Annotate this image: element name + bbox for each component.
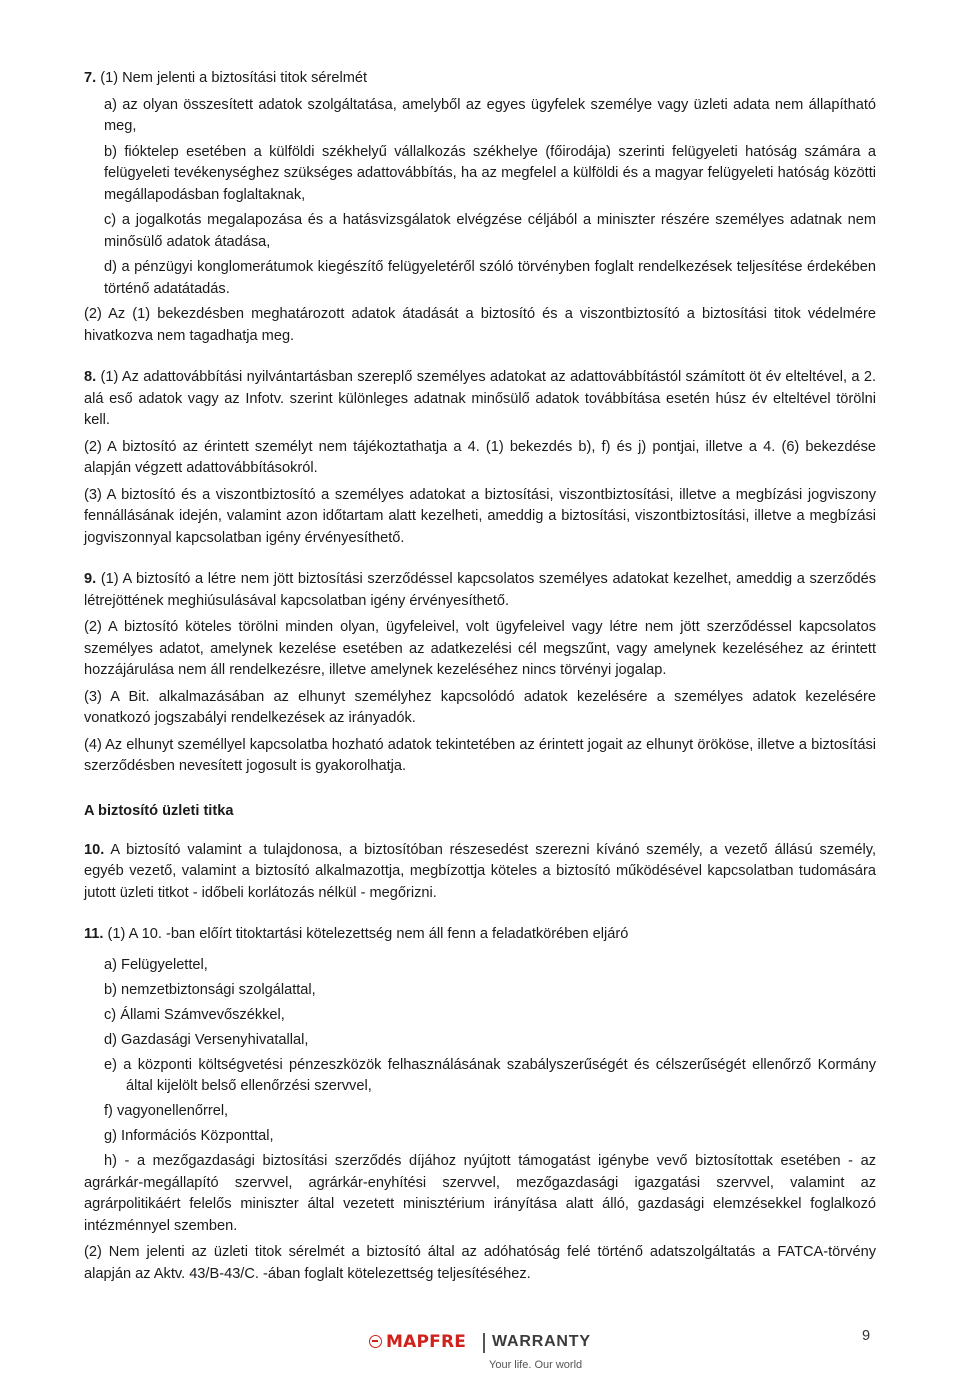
list-item: b) nemzetbiztonsági szolgálattal, [104, 981, 316, 998]
section-7-paragraph-2: (2) Az (1) bekezdésben meghatározott adatok átadását a biztosító és a viszontbiztosító a biztosítási titok védelmére hivatkozva nem tagadhatja meg. [84, 306, 876, 344]
section-text: (1) A biztosító a létre nem jött biztosítási szerződéssel kapcsolatos személyes adatokat kezelhet, ameddig a szerződés létrejöttének meghiúsulásával kapcsolatban igény érvényesíthető. [84, 571, 876, 609]
section-8-paragraph-1 [84, 367, 876, 432]
section-7-point-d: d) a pénzügyi konglomerátumok kiegészítő felügyeletéről szóló törvényben foglalt rendelkezések teljesítése érdekében történő adatátadás. [104, 259, 876, 297]
logo-divider [483, 1333, 485, 1353]
list-item: f) vagyonellenőrrel, [104, 1103, 229, 1119]
list-item: e) a központi költségvetési pénzeszközök felhasználásának szabályszerűségét és célszerűségét ellenőrző Kormány által kijelölt belső ellenőrzési szervvel, [104, 1056, 876, 1094]
section-9-paragraph-1 [84, 569, 876, 612]
section-11-point-h: h) - a mezőgazdasági biztosítási szerződés díjához nyújtott támogatást igénybe vevő biztosítottak esetében - az agrárkár-megállapító szervvel, agrárkár-enyhítési szervvel, mezőgazdasági igazgatási szervvel, valamint az agrárpolitikáért felelős miniszter által vezetett minisztérium irányítása alatt álló, gazdasági elemzésekkel foglalkozó intézménnyel szemben. [84, 1153, 876, 1234]
section-9-paragraph-2: (2) A biztosító köteles törölni minden olyan, ügyfeleivel, volt ügyfeleivel vagy létre nem jött szerződéssel kapcsolatos személyes adatot, amelynek kezelése esetében az adatkezelési cél megszűnt, vagy amelynek kezeléséhez az érintett hozzájárulása nem áll rendelkezésre, illetve amelynek kezeléséhez nincs törvényi jogalap. [84, 619, 876, 678]
logo-brand: MAPFRE [386, 1332, 467, 1352]
logo-tagline: Your life. Our world [489, 1359, 583, 1371]
section-7-point-a: a) az olyan összesített adatok szolgáltatása, amelyből az egyes ügyfelek személye vagy üzleti adata nem állapítható meg, [104, 96, 876, 134]
mapfre-emblem-icon [369, 1335, 382, 1348]
section-11-intro [84, 924, 876, 946]
section-11-list [84, 955, 876, 1148]
section-8-paragraph-2: (2) A biztosító az érintett személyt nem tájékoztathatja a 4. (1) bekezdés b), f) és j) pontjai, illetve a 4. (6) bekezdése alapján végzett adattovábbításokról. [84, 438, 876, 476]
section-number: 10. [84, 841, 105, 858]
section-8-paragraph-3: (3) A biztosító és a viszontbiztosító a személyes adatokat a biztosítási, viszontbiztosítási, illetve a megbízási jogviszony fennállásának idején, valamint azon időtartam alatt kezelheti, ameddig a biztosítási, viszontbiztosítási, illetve a megbízási jogviszonnyal kapcsolatban igény érvényesíthető. [84, 486, 876, 546]
document-body [84, 68, 876, 1290]
list-item: d) Gazdasági Versenyhivatallal, [104, 1031, 309, 1048]
heading-trade-secret: A biztosító üzleti titka [84, 802, 234, 819]
section-7-intro [84, 68, 876, 90]
page-number: 9 [862, 1328, 871, 1344]
mapfre-warranty-logo [369, 1332, 594, 1388]
list-item: a) Felügyelettel, [104, 956, 208, 973]
section-text: A biztosító valamint a tulajdonosa, a biztosítóban részesedést szerezni kívánó személy, a vezető állású személy, egyéb vezető, valamint a biztosító alkalmazottja, megbízottja köteles a biztosító működésével kapcsolatban tudomására jutott üzleti titkot - időbeli korlátozás nélkül - megőrizni. [84, 841, 876, 901]
section-number: 9. [84, 571, 97, 587]
section-number: 7. [84, 70, 97, 86]
section-text: (1) Az adattovábbítási nyilvántartásban szereplő személyes adatokat az adattovábbítástól számított öt év elteltével, a 2. alá eső adatok vagy az Infotv. szerint különleges adatnak minősülő adatok továbbítása esetén húsz év elteltével törölni kell. [84, 369, 876, 428]
list-item: c) Állami Számvevőszékkel, [104, 1006, 285, 1023]
section-number: 11. [84, 926, 104, 942]
section-9-paragraph-4: (4) Az elhunyt személlyel kapcsolatba hozható adatok tekintetében az érintett jogait az elhunyt örököse, illetve a biztosítási szerződésben nevesített jogosult is gyakorolhatja. [84, 736, 876, 774]
section-7-point-b: b) fióktelep esetében a külföldi székhelyű vállalkozás székhelye (főirodája) szerinti felügyeleti hatóság számára a felügyeleti tevékenységhez szükséges adattovábbítás, ha az megfelel a külföldi és a magyar felügyeleti hatóság közötti megállapodásban foglaltaknak, [104, 143, 876, 203]
section-7-point-c: c) a jogalkotás megalapozása és a hatásvizsgálatok elvégzése céljából a miniszter részére személyes adatnak nem minősülő adatok átadása, [104, 212, 876, 250]
section-number: 8. [84, 369, 97, 385]
section-9-paragraph-3: (3) A Bit. alkalmazásában az elhunyt személyhez kapcsolódó adatok kezelésére a személyes adatok kezelésére vonatkozó jogszabályi rendelkezések az irányadók. [84, 688, 876, 726]
section-text: (1) Nem jelenti a biztosítási titok sérelmét [100, 70, 368, 86]
section-10-paragraph [84, 840, 876, 905]
list-item: g) Információs Központtal, [104, 1128, 274, 1144]
section-11-paragraph-2: (2) Nem jelenti az üzleti titok sérelmét a biztosító által az adóhatóság felé történő adatszolgáltatás a FATCA-törvény alapján az Aktv. 43/B-43/C. -ában foglalt kötelezettség teljesítéséhez. [84, 1244, 876, 1282]
page-footer [0, 1326, 960, 1393]
logo-warranty: WARRANTY [492, 1333, 591, 1350]
section-text: (1) A 10. -ban előírt titoktartási kötelezettség nem áll fenn a feladatkörében eljáró [107, 926, 629, 942]
